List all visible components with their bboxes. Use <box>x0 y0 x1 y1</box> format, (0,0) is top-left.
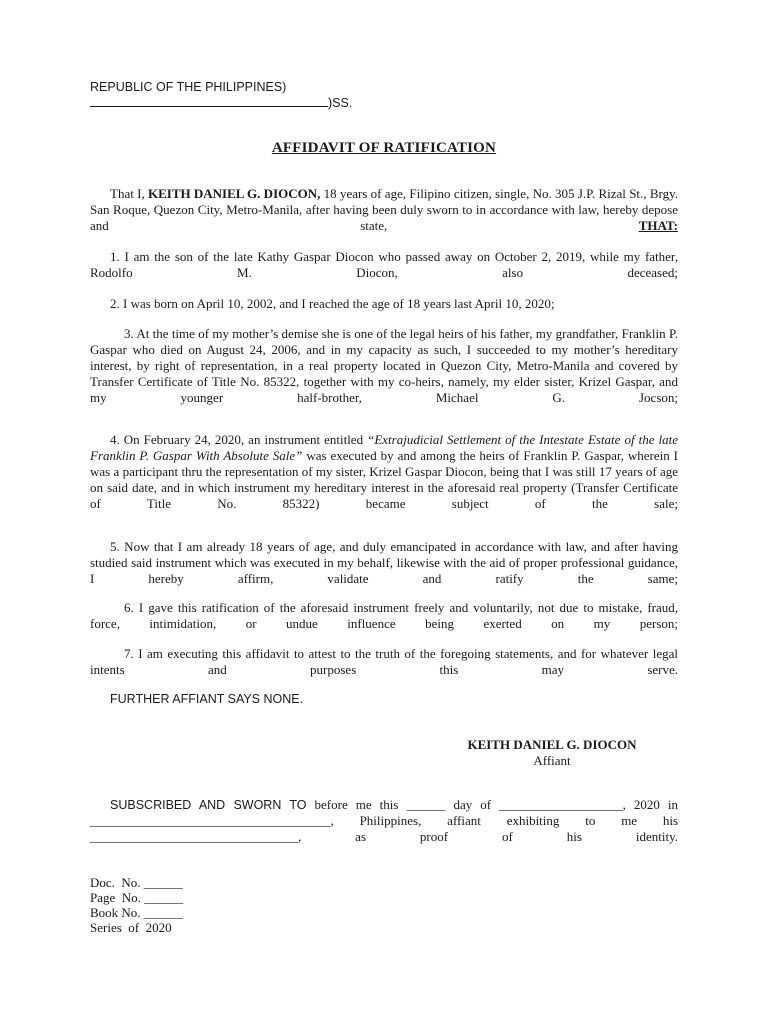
intro-body: 18 years of age, Filipino citizen, single, No. 305 J.P. Rizal St., Brgy. San Roque, Quezon City, Metro-Manila, after having been duly sworn to in accordance with law, hereby depose and state, <box>90 186 678 233</box>
jurat-word: to <box>585 813 596 828</box>
venue-ss-line <box>90 95 352 111</box>
paragraph-4 <box>90 432 678 528</box>
intro-paragraph <box>90 186 678 250</box>
document-title: AFFIDAVIT OF RATIFICATION <box>271 140 497 156</box>
jurat-place-blank: _____________________________________, <box>90 813 334 828</box>
page-number: Page No. ______ <box>90 890 184 905</box>
jurat-paragraph <box>90 797 678 861</box>
jurat-id-rest: , as proof of his identity. <box>298 829 678 844</box>
jurat-heading: SUBSCRIBED AND SWORN TO <box>110 798 307 812</box>
paragraph-6: 6. I gave this ratification of the aforesaid instrument freely and voluntarily, not due to mistake, fraud, force, intimidation, or undue influence being exerted on my person; <box>90 600 678 631</box>
paragraph-5: 5. Now that I am already 18 years of age, and duly emancipated in accordance with law, and after having studied said instrument which was executed in my behalf, likewise with the aid of proper professional guidance, I hereby affirm, validate and ratify the same; <box>90 539 678 586</box>
p4-rest: was executed by and among the heirs of Franklin P. Gaspar, wherein I was a participant thru the representation of my sister, Krizel Gaspar Diocon, being that I was still 17 years of age on said date, and in which instrument my hereditary interest in the aforesaid real property (Transfer Certificate of Title No. 85322) became subject of the sale; <box>90 448 678 511</box>
doc-number: Doc. No. ______ <box>90 875 183 890</box>
notarial-register <box>90 875 290 935</box>
affiant-name: KEITH DANIEL G. DIOCON, <box>147 186 321 201</box>
venue-country: REPUBLIC OF THE PHILIPPINES) <box>90 80 287 94</box>
intro-lead: That I, <box>110 186 148 201</box>
further-affiant: FURTHER AFFIANT SAYS NONE. <box>110 692 304 706</box>
paragraph-1: 1. I am the son of the late Kathy Gaspar Diocon who passed away on October 2, 2019, while my father, Rodolfo M. Diocon, also deceased; <box>90 249 678 280</box>
jurat-in: in <box>667 797 678 812</box>
jurat-line1: before me this ______ day of ___________________, 2020 <box>306 797 660 812</box>
series-year: Series of 2020 <box>90 920 172 935</box>
venue-block <box>90 79 352 111</box>
signatory-role: Affiant <box>533 753 571 768</box>
signature-block <box>452 737 652 769</box>
instrument-title: “Extrajudicial Settlement of the Intestate Estate of the late Franklin P. Gaspar With Absolute Sale” <box>90 432 678 463</box>
jurat-philippines: Philippines, <box>359 813 422 828</box>
jurat-word: his <box>662 813 679 828</box>
paragraph-3: 3. At the time of my mother’s demise she is one of the legal heirs of his father, my grandfather, Franklin P. Gaspar who died on August 24, 2006, and in my capacity as such, I succeeded to my mother’s hereditary interest, by right of representation, in a real property located in Quezon City, Metro-Manila and covered by Transfer Certificate of Title No. 85322, together with my co-heirs, namely, my elder sister, Krizel Gaspar, and my younger half-brother, Michael G. Jocson; <box>90 326 678 405</box>
p4-lead: 4. On February 24, 2020, an instrument entitled <box>110 432 368 447</box>
jurat-word: exhibiting <box>506 813 560 828</box>
venue-ss: )SS. <box>328 96 353 110</box>
intro-that: THAT: <box>638 218 678 233</box>
paragraph-2: 2. I was born on April 10, 2002, and I reached the age of 18 years last April 10, 2020; <box>110 296 555 311</box>
paragraph-7: 7. I am executing this affidavit to attest to the truth of the foregoing statements, and for whatever legal intents and purposes this may serve. <box>90 646 678 677</box>
signatory-name: KEITH DANIEL G. DIOCON <box>467 737 637 752</box>
jurat-word: affiant <box>447 813 481 828</box>
jurat-word: me <box>621 813 638 828</box>
venue-blank-line <box>90 95 328 107</box>
jurat-id-blank: ________________________________ <box>90 829 298 844</box>
book-number: Book No. ______ <box>90 905 183 920</box>
